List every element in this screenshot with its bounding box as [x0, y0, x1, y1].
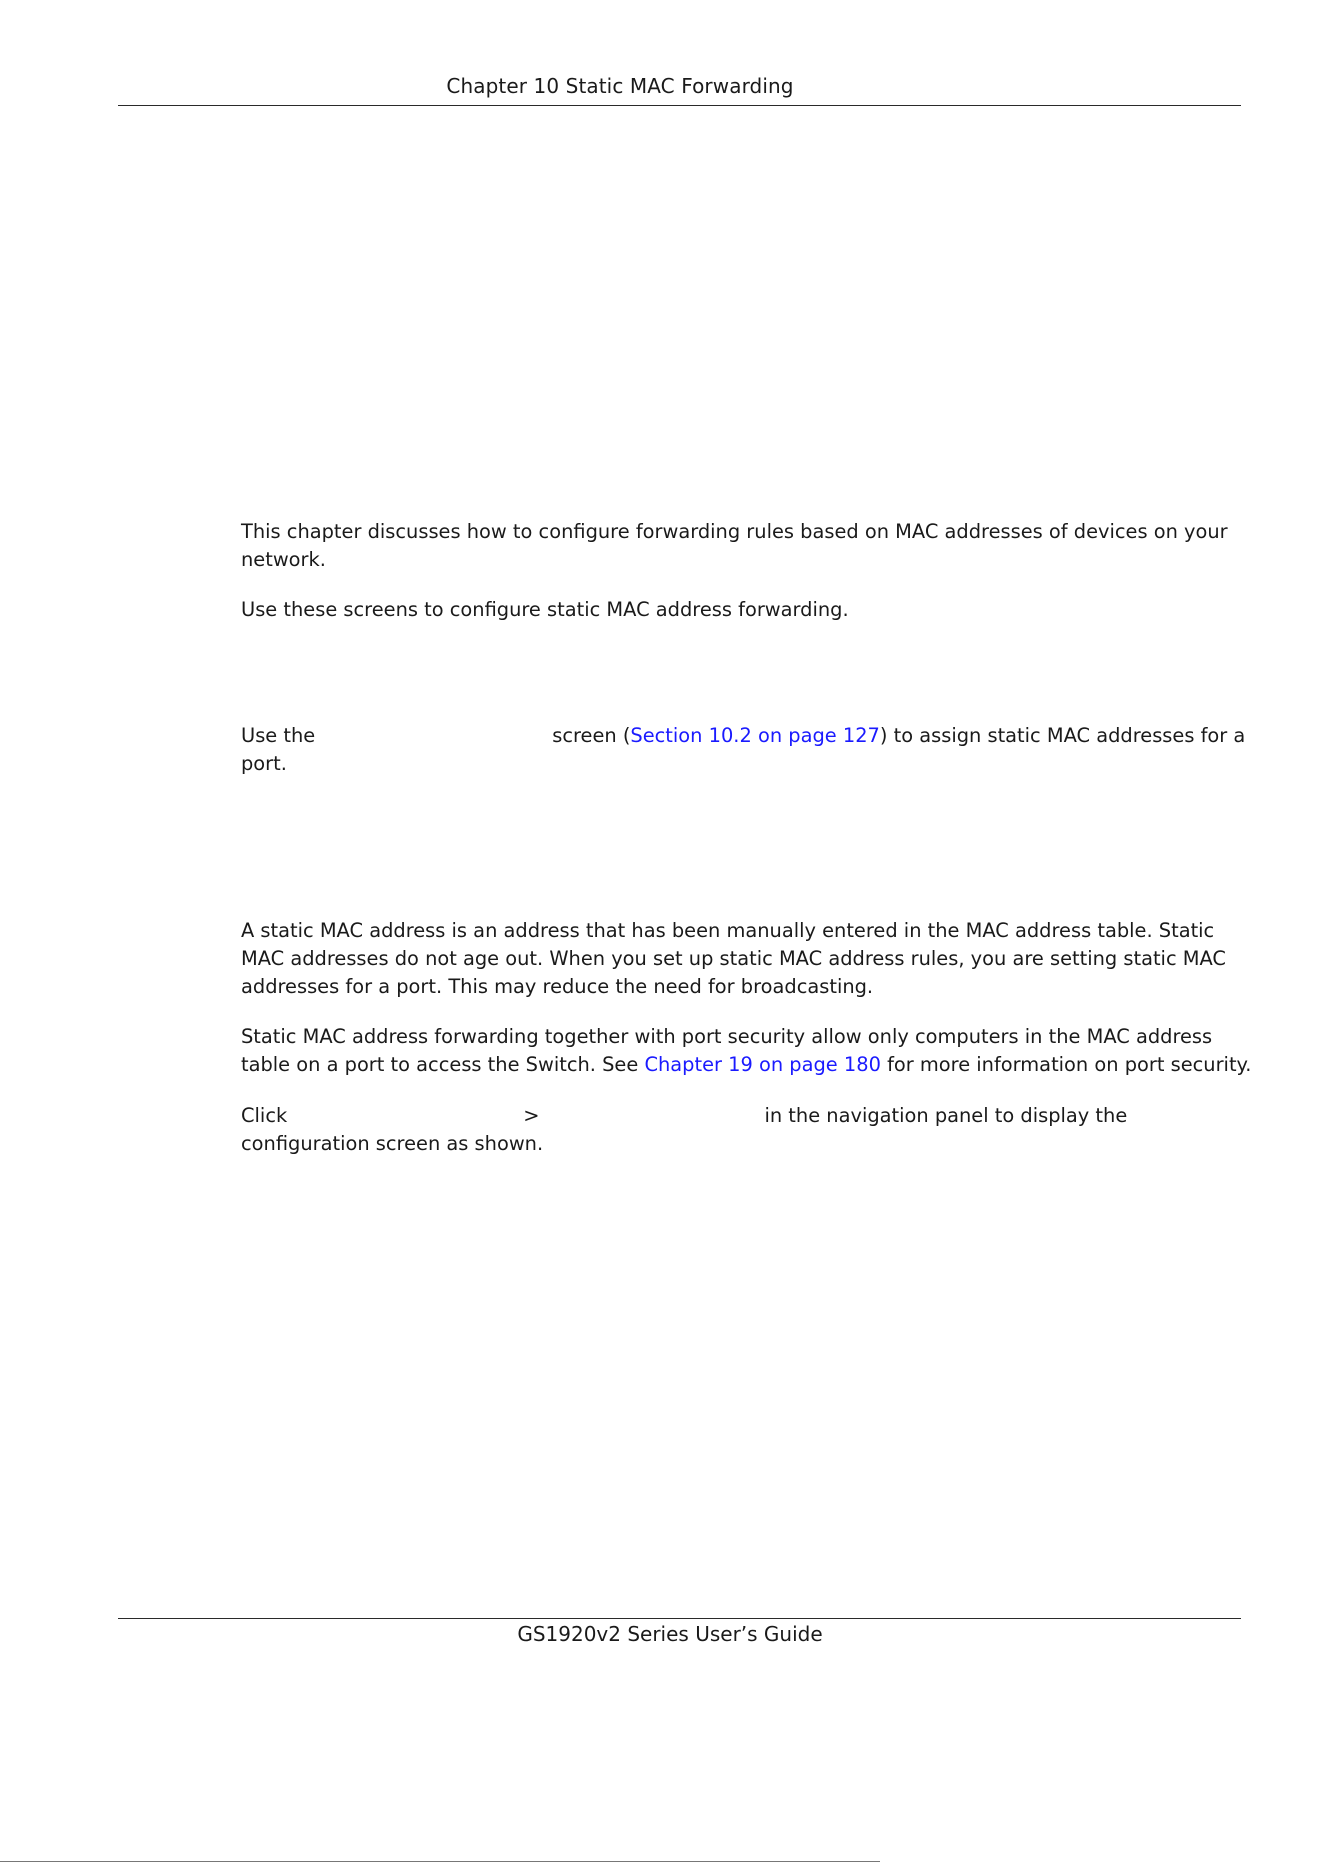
click-word: Click: [241, 1104, 288, 1127]
overview-paragraph-3-line-2: configuration screen as shown.: [241, 1132, 544, 1155]
overview-paragraph-2-prefix: table on a port to access the Switch. See: [241, 1053, 639, 1076]
screens-summary-suffix: ) to assign static MAC addresses for a: [879, 724, 1246, 747]
overview-paragraph-2-line-2: [241, 1051, 1251, 1079]
overview-paragraph-1-line-2: MAC addresses do not age out. When you set up static MAC address rules, you are setting static MAC: [241, 947, 1226, 970]
intro-paragraph-2: Use these screens to configure static MAC address forwarding.: [241, 598, 849, 621]
overview-paragraph-3-line-1: [241, 1102, 1127, 1130]
running-header: Chapter 10 Static MAC Forwarding: [446, 74, 794, 98]
section-10-2-link[interactable]: Section 10.2 on page 127: [630, 724, 880, 747]
screens-summary-line-1: [241, 722, 1245, 750]
intro-paragraph-1-line-1: This chapter discusses how to configure forwarding rules based on MAC addresses of devices on your: [241, 520, 1228, 543]
footer-rule: [118, 1618, 1241, 1619]
overview-paragraph-1-line-3: addresses for a port. This may reduce the need for broadcasting.: [241, 975, 874, 998]
screens-summary-mid: screen (: [552, 724, 631, 747]
chapter-19-link[interactable]: Chapter 19 on page 180: [644, 1053, 881, 1076]
screens-summary-prefix: Use the: [241, 724, 316, 747]
intro-paragraph-1-line-2: network.: [241, 548, 326, 571]
overview-paragraph-1-line-1: A static MAC address is an address that has been manually entered in the MAC address table. Static: [241, 919, 1215, 942]
overview-paragraph-2-line-1: Static MAC address forwarding together with port security allow only computers in the MAC address: [241, 1025, 1213, 1048]
screens-summary-line-2: port.: [241, 752, 287, 775]
menu-separator: >: [523, 1104, 540, 1127]
scan-edge-line: [0, 1861, 880, 1862]
header-rule: [118, 105, 1241, 106]
running-footer: GS1920v2 Series User’s Guide: [517, 1622, 823, 1646]
overview-paragraph-2-suffix: for more information on port security.: [887, 1053, 1252, 1076]
overview-paragraph-3-suffix: in the navigation panel to display the: [764, 1104, 1128, 1127]
